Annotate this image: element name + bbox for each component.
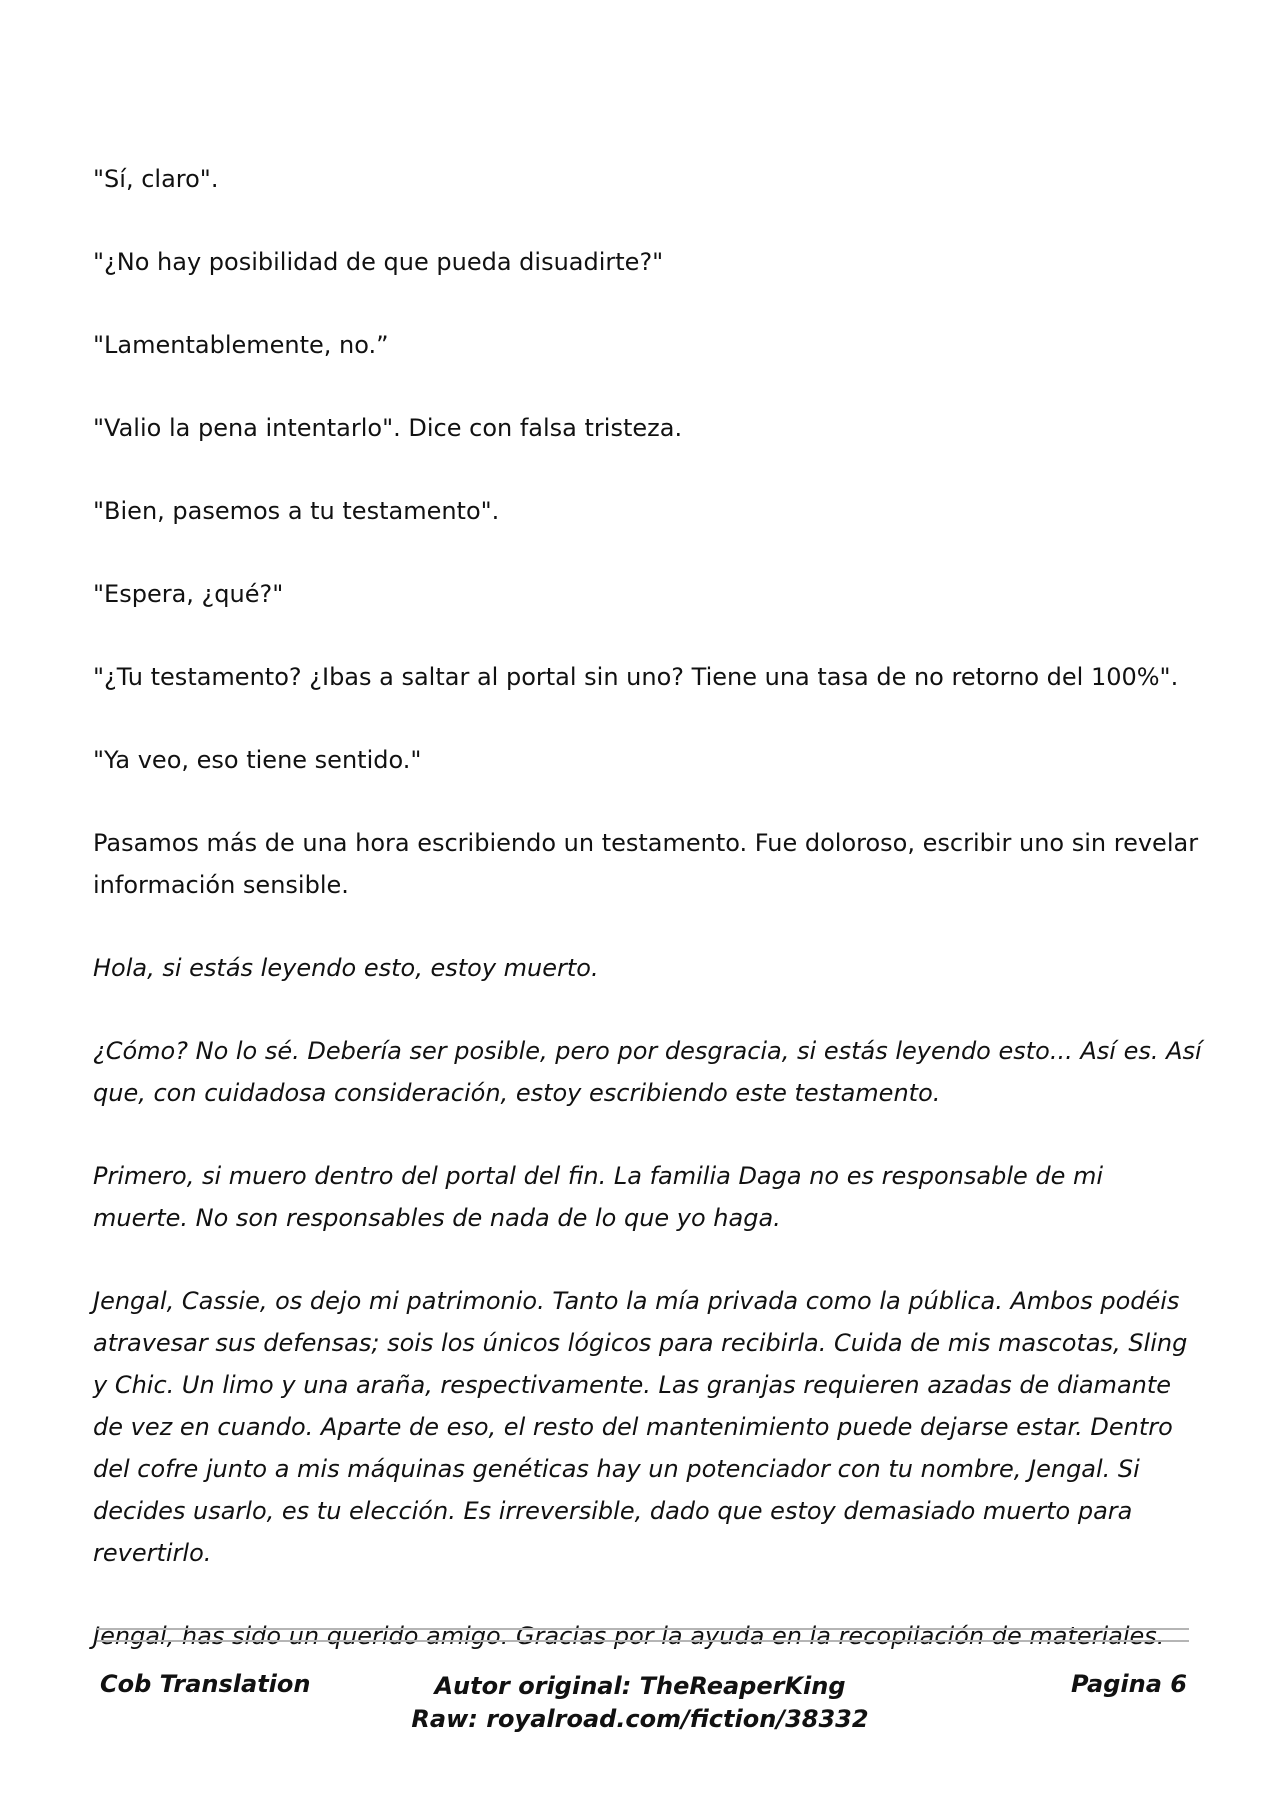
will-paragraph: Jengal, Cassie, os dejo mi patrimonio. Tanto la mía privada como la pública. Ambos podéis atravesar sus defensas; sois los únicos lógicos para recibirla. Cuida de mis mascotas, Sling y Chic. Un limo y una araña, respectivamente. Las granjas requieren azadas de diamante de vez en cuando. Aparte de eso, el resto del mantenimiento puede dejarse estar. Dentro del cofre junto a mis máquinas genéticas hay un potenciador con tu nombre, Jengal. Si decides usarlo, es tu elección. Es irreversible, dado que estoy demasiado muerto para revertirlo. <box>93 1287 1188 1567</box>
paragraph: Pasamos más de una hora escribiendo un testamento. Fue doloroso, escribir uno sin revelar información sensible. <box>93 829 1199 899</box>
paragraph: "¿Tu testamento? ¿Ibas a saltar al portal sin uno? Tiene una tasa de no retorno del 100%". <box>93 663 1179 691</box>
will-paragraph: Primero, si muero dentro del portal del fin. La familia Daga no es responsable de mi muerte. No son responsables de nada de lo que yo haga. <box>93 1162 1104 1232</box>
paragraph: "Lamentablemente, no.” <box>93 331 389 359</box>
paragraph: "Ya veo, eso tiene sentido." <box>93 746 422 774</box>
raw-source: Raw: royalroad.com/fiction/38332 <box>411 1705 869 1733</box>
paragraph: "¿No hay posibilidad de que pueda disuadirte?" <box>93 248 664 276</box>
paragraph: "Espera, ¿qué?" <box>93 580 284 608</box>
paragraph: "Valio la pena intentarlo". Dice con falsa tristeza. <box>93 414 683 442</box>
will-paragraph: ¿Cómo? No lo sé. Debería ser posible, pero por desgracia, si estás leyendo esto... Así es. Así que, con cuidadosa consideración, estoy escribiendo este testamento. <box>93 1037 1202 1107</box>
translator-credit: Cob Translation <box>100 1670 311 1698</box>
footer-divider-bottom <box>97 1640 1189 1642</box>
will-paragraph: Hola, si estás leyendo esto, estoy muerto. <box>93 954 599 982</box>
original-author: Autor original: TheReaperKing <box>434 1672 846 1700</box>
footer-divider-top <box>97 1628 1189 1630</box>
paragraph: "Sí, claro". <box>93 165 219 193</box>
body-text <box>93 158 1203 1698</box>
will-paragraph: Jengal, has sido un querido amigo. Gracias por la ayuda en la recopilación de materiales. <box>93 1622 1165 1650</box>
page-number: Pagina 6 <box>1071 1670 1187 1698</box>
paragraph: "Bien, pasemos a tu testamento". <box>93 497 500 525</box>
